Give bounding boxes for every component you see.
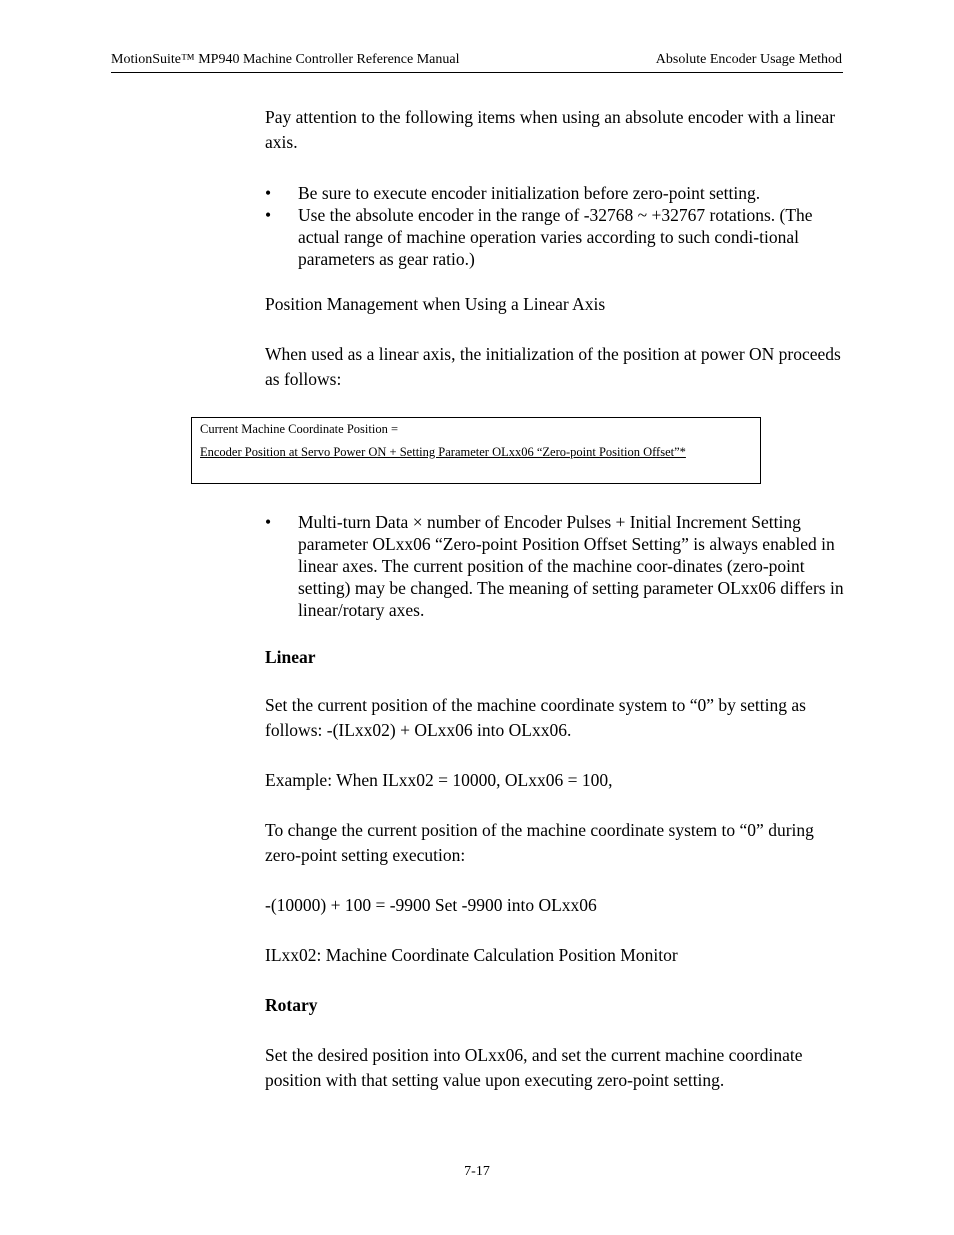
rotary-heading: Rotary [265, 995, 318, 1015]
position-paragraph: When used as a linear axis, the initialization of the position at power ON proceeds as follows: [265, 344, 841, 389]
linear-calculation: -(10000) + 100 = -9900 Set -9900 into OLxx06 [265, 895, 597, 915]
header-section-title: Absolute Encoder Usage Method [655, 52, 842, 67]
linear-monitor-note: ILxx02: Machine Coordinate Calculation Position Monitor [265, 945, 678, 965]
position-heading: Position Management when Using a Linear Axis [265, 294, 606, 314]
header-manual-title: MotionSuite™ MP940 Machine Controller Reference Manual [111, 52, 460, 67]
header-rule [111, 72, 843, 73]
rotary-paragraph: Set the desired position into OLxx06, and set the current machine coordinate position with that setting value upon executing zero-point setting. [265, 1045, 803, 1090]
linear-paragraph-3: To change the current position of the machine coordinate system to “0” during zero-point setting execution: [265, 820, 814, 865]
bullet-icon: • [265, 205, 272, 225]
note-bullet-text: Multi-turn Data × number of Encoder Pulses + Initial Increment Setting parameter OLxx06 “Zero-point Position Offset Setting” is always enabled in linear axes. The current position of the machine coor-dinates (zero-point setting) may be changed. The meaning of setting parameter OLxx06 differs in linear/rotary axes. [298, 512, 844, 620]
formula-line-2: Encoder Position at Servo Power ON + Setting Parameter OLxx06 “Zero-point Position Offset”* [200, 445, 686, 459]
bullet-icon: • [265, 512, 272, 532]
bullet-item [265, 182, 845, 204]
bullet-item [265, 204, 845, 270]
formula-line-1: Current Machine Coordinate Position = [200, 422, 398, 436]
linear-example: Example: When ILxx02 = 10000, OLxx06 = 100, [265, 770, 613, 790]
bullet-icon: • [265, 183, 272, 203]
formula-box [191, 417, 761, 484]
bullet-text: Be sure to execute encoder initialization before zero-point setting. [298, 183, 761, 203]
note-bullet [265, 511, 845, 621]
intro-paragraph: Pay attention to the following items when using an absolute encoder with a linear axis. [265, 107, 836, 152]
bullet-text: Use the absolute encoder in the range of -32768 ~ +32767 rotations. (The actual range of machine operation varies according to such condi-tional parameters as gear ratio.) [298, 205, 813, 269]
page-number: 7-17 [464, 1164, 490, 1179]
linear-heading: Linear [265, 647, 316, 667]
linear-paragraph-1: Set the current position of the machine coordinate system to “0” by setting as follows: -(ILxx02) + OLxx06 into OLxx06. [265, 695, 806, 740]
